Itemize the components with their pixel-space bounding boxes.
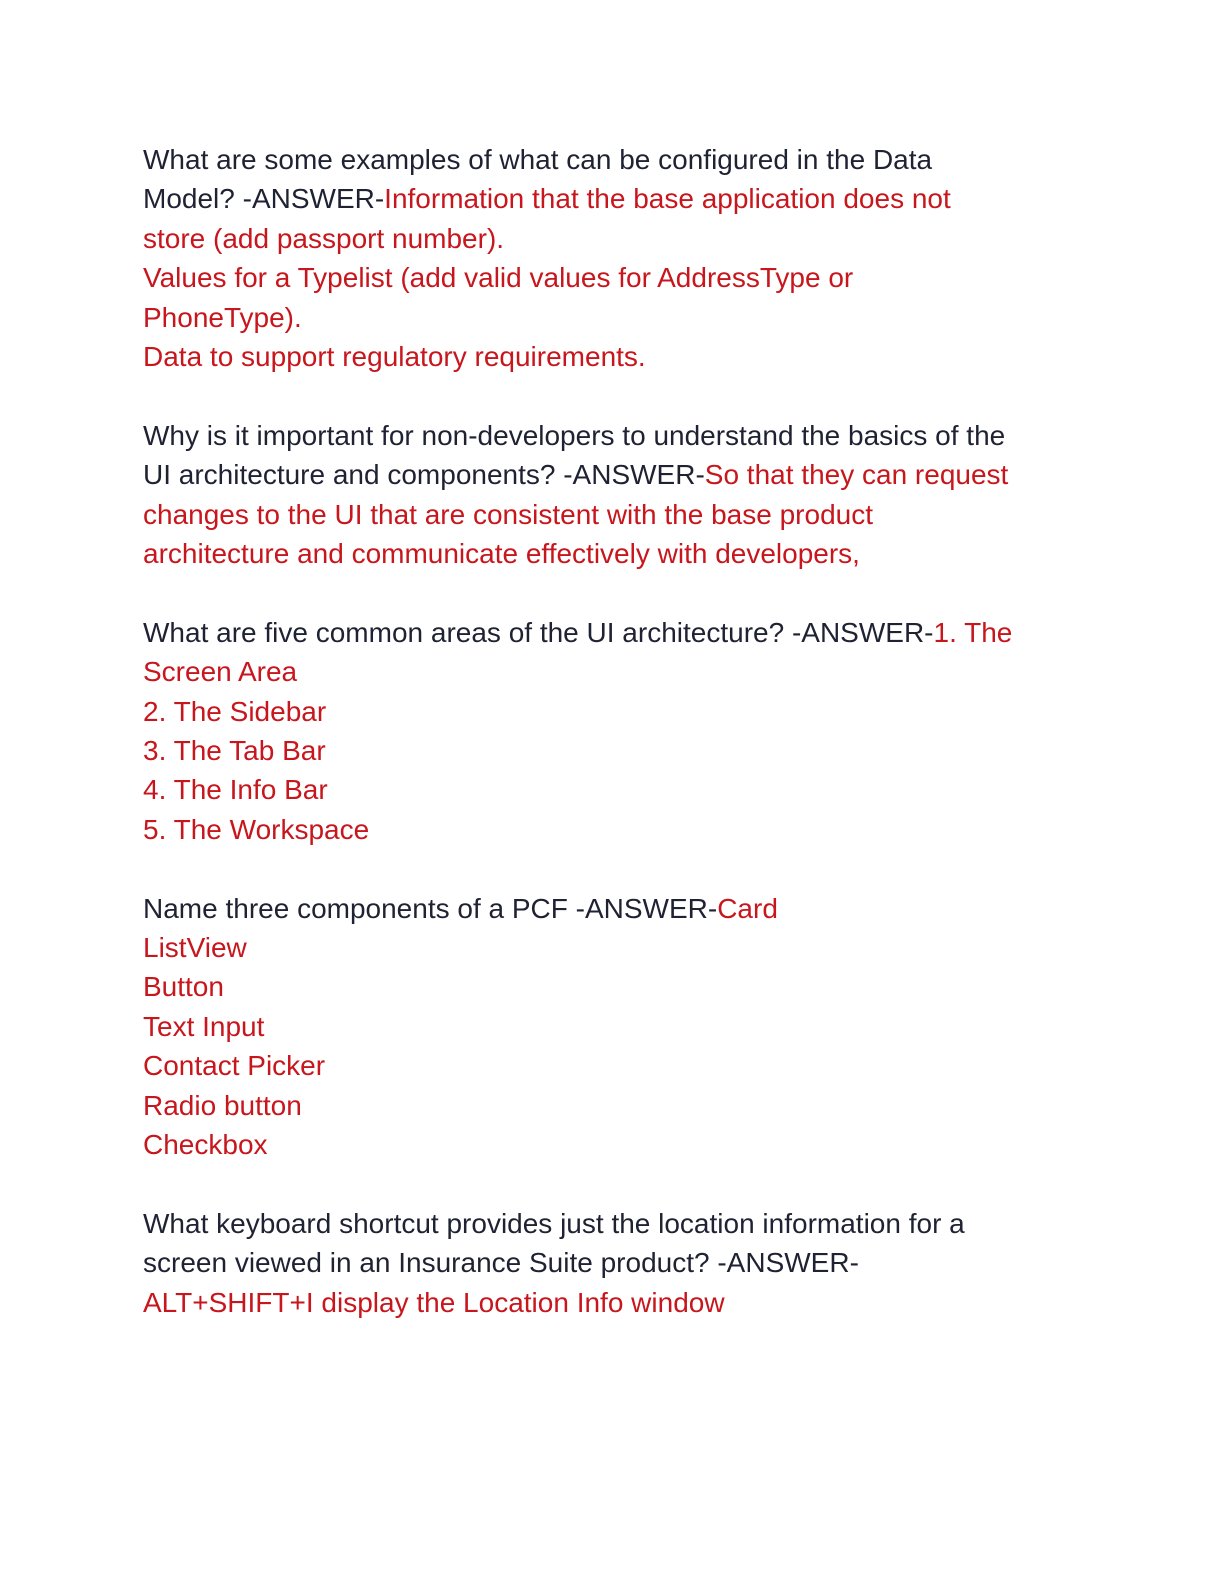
answer-text: Card [717, 892, 778, 924]
text-line [143, 337, 1083, 376]
answer-text: Values for a Typelist (add valid values for AddressType or [143, 262, 854, 294]
text-line [143, 534, 1083, 573]
text-line [143, 1125, 1083, 1164]
question-text: Name three components of a PCF -ANSWER- [143, 892, 718, 924]
answer-text: 1. The [933, 616, 1013, 648]
question-text: What keyboard shortcut provides just the location information for a [143, 1207, 965, 1239]
qa-block-ui-architecture [143, 416, 1083, 574]
text-line [143, 1243, 1083, 1282]
question-text: What are five common areas of the UI architecture? -ANSWER- [143, 616, 934, 648]
answer-text: 4. The Info Bar [143, 774, 328, 806]
text-line [143, 219, 1083, 258]
answer-text: So that they can request [704, 459, 1009, 491]
text-line [143, 613, 1083, 652]
text-line [143, 1086, 1083, 1125]
answer-text: architecture and communicate effectively with developers, [143, 538, 860, 570]
qa-block-data-model [143, 140, 1083, 376]
answer-text: store (add passport number). [143, 222, 505, 254]
text-line [143, 810, 1083, 849]
answer-text: 2. The Sidebar [143, 695, 327, 727]
answer-text: Information that the base application does not [384, 183, 951, 215]
qa-block-pcf-components [143, 889, 1083, 1165]
text-line [143, 770, 1083, 809]
answer-text: 3. The Tab Bar [143, 735, 326, 767]
qa-block-ui-areas [143, 613, 1083, 849]
text-line [143, 140, 1083, 179]
question-text: screen viewed in an Insurance Suite product? -ANSWER- [143, 1247, 859, 1279]
question-text: What are some examples of what can be configured in the Data [143, 144, 933, 175]
answer-text: PhoneType). [143, 301, 302, 333]
text-line [143, 692, 1083, 731]
answer-text: Checkbox [143, 1129, 268, 1161]
answer-text: 5. The Workspace [143, 813, 370, 845]
answer-text: Text Input [143, 1010, 265, 1042]
answer-text: changes to the UI that are consistent with the base product [143, 498, 873, 530]
text-line [143, 455, 1083, 494]
text-line [143, 1283, 1083, 1322]
question-text: Model? -ANSWER- [143, 183, 385, 215]
text-line [143, 416, 1083, 455]
text-line [143, 967, 1083, 1006]
text-line [143, 1204, 1083, 1243]
text-line [143, 298, 1083, 337]
text-line [143, 495, 1083, 534]
answer-text: Data to support regulatory requirements. [143, 341, 646, 373]
answer-text: ALT+SHIFT+I display the Location Info window [143, 1286, 725, 1318]
text-line [143, 652, 1083, 691]
text-line [143, 1046, 1083, 1085]
text-line [143, 258, 1083, 297]
question-text: Why is it important for non-developers to understand the basics of the [143, 419, 1006, 451]
document-page [143, 140, 1083, 1362]
text-line [143, 179, 1083, 218]
answer-text: Screen Area [143, 656, 298, 688]
qa-block-keyboard-shortcut [143, 1204, 1083, 1322]
question-text: UI architecture and components? -ANSWER- [143, 459, 705, 491]
text-line [143, 731, 1083, 770]
answer-text: Contact Picker [143, 1050, 326, 1082]
answer-text: Button [143, 971, 224, 1003]
answer-text: ListView [143, 932, 247, 964]
answer-text: Radio button [143, 1089, 302, 1121]
text-line [143, 928, 1083, 967]
text-line [143, 889, 1083, 928]
text-line [143, 1007, 1083, 1046]
